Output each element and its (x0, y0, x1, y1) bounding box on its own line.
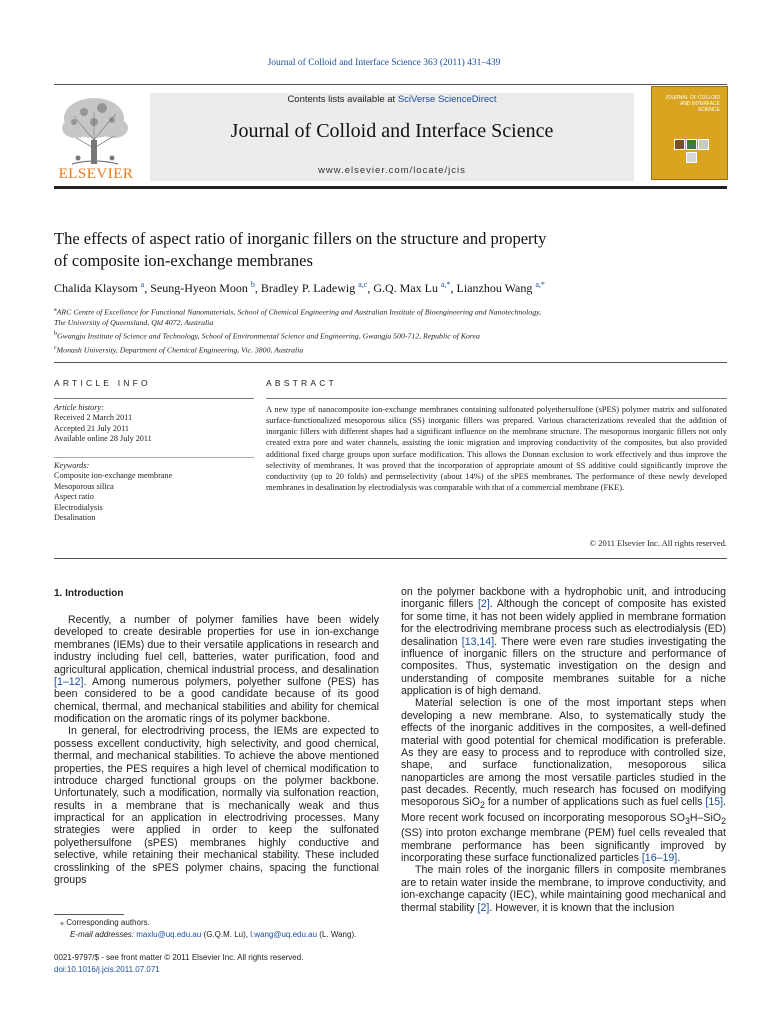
abstract-heading: ABSTRACT (266, 378, 337, 388)
email-link[interactable]: maxlu@uq.edu.au (136, 929, 202, 939)
body-paragraph: on the polymer backbone with a hydrophobic unit, and introducing inorganic fillers [2]. Although the concept of composite has existed for some time, it has not been widely applied in membrane formation for the electrodriving membrane process such as electrodialysis (ED) desalination [13,14]. There were even rare studies investigating the influence of inorganic fillers on the structure and performance of composites. Thus, systematic investigation on the design and understanding of composite membranes suitable for a niche application is of high demand. (401, 586, 726, 697)
journal-reference-link[interactable]: Journal of Colloid and Interface Science 363 (2011) 431–439 (267, 58, 501, 68)
affiliation-line: $^b$Gwangju Institute of Science and Technology, School of Environmental Science and Engineering, Gwangju 500-712, Republic of Korea (54, 331, 480, 341)
author-affiliation-marker[interactable]: a,* (440, 280, 451, 289)
body-paragraph: The main roles of the inorganic fillers in composite membranes are to retain water inside the membrane, to improve conductivity, and ion-exchange capacity (IEC), while maintaining good mechanical and thermal stability [2]. However, it is known that the inclusion (401, 864, 726, 914)
article-info-divider-top (54, 362, 727, 363)
cover-figure-thumb (698, 139, 709, 150)
article-info-divider (54, 398, 254, 399)
body-column-left (54, 614, 379, 886)
cover-title: JOURNAL OF COLLOID AND INTERFACE SCIENCE (665, 95, 720, 113)
footnotes (54, 917, 384, 940)
doi-link[interactable]: doi:10.1016/j.jcis.2011.07.071 (54, 964, 160, 974)
affiliation-line: $^c$Monash University, Department of Chemical Engineering, Vic. 3800, Australia (54, 344, 304, 355)
history-date: Available online 28 July 2011 (54, 434, 152, 444)
affiliation-line: $^a$ARC Centre of Excellence for Functional Nanomaterials, School of Chemical Engineering and Australian Institute of Bioengineering and Nanotechnology, (54, 307, 542, 317)
author-name: Lianzhou Wang (456, 281, 533, 295)
author-name: Bradley P. Ladewig (260, 281, 356, 295)
corresponding-author-note: ⁎ Corresponding authors. (60, 918, 150, 927)
section-heading-introduction: 1. Introduction (54, 588, 124, 599)
elsevier-wordmark: ELSEVIER (58, 166, 134, 182)
author-list: Chalida Klaysom $^a$, Seung-Hyeon Moon $^b$, Bradley P. Ladewig $^{a,c}$, G.Q. Max Lu $^{a,*}$, Lianzhou Wang $^{a,*}$ (54, 280, 545, 295)
keywords: Keywords: Composite ion-exchange membrane Mesoporous silica Aspect ratio Electrodialysis Desalination (54, 461, 254, 523)
keyword: Electrodialysis (54, 502, 103, 512)
article-info-divider-mid (54, 457, 254, 458)
affiliations (54, 305, 734, 356)
email-addresses: E-mail addresses: maxlu@uq.edu.au (G.Q.M. Lu), l.wang@uq.edu.au (L. Wang). (70, 929, 357, 939)
citation-link[interactable]: [16–19] (641, 852, 678, 865)
header-divider-top (54, 84, 727, 85)
sciencedirect-link[interactable]: SciVerse ScienceDirect (397, 94, 497, 105)
author-name: Chalida Klaysom (54, 281, 138, 295)
email-link[interactable]: l.wang@uq.edu.au (250, 929, 318, 939)
author-affiliation-marker[interactable]: a,* (535, 280, 545, 289)
keyword: Mesoporous silica (54, 481, 114, 491)
header-divider-bottom (54, 186, 727, 189)
footnote-divider (54, 914, 124, 915)
abstract-divider (266, 398, 727, 399)
journal-homepage-link[interactable]: www.elsevier.com/locate/jcis (318, 165, 466, 176)
citation-link[interactable]: [15] (705, 796, 724, 809)
keyword: Composite ion-exchange membrane (54, 471, 173, 481)
article-title: The effects of aspect ratio of inorganic fillers on the structure and property of composite ion-exchange membranes (54, 229, 547, 270)
author-affiliation-marker[interactable]: a,c (358, 280, 368, 289)
keyword: Aspect ratio (54, 492, 94, 502)
body-column-right (401, 586, 726, 914)
citation-link[interactable]: [13,14] (461, 635, 495, 648)
history-date: Accepted 21 July 2011 (54, 423, 129, 433)
abstract-text: A new type of nanocomposite ion-exchange membranes containing sulfonated polyethersulfone (sPES) polymer matrix and sulfonated surface-functionalized mesoporous silica (SS) inorganic fillers was prepared. Various characterizations revealed that the addition of inorganic fillers with different shapes had a significant influence on the membrane structure. The mesoporous inorganic fillers not only created extra pore and water channels, assisting the ionic migration and improving conductivity of the composites, but also provided additional fixed charge groups upon surface modification. This allows the Donnan exclusion to work effectively and thus improve the selectivity of membranes. It was proved that the incorporation of appropriate amount of SS additive could significantly improve the conductivity (up to 20 folds) and permselectivity (about 14%) of the sPES membranes. The performance of these newly developed membranes in desalination by electrodialysis was comparable with that of a commercial membrane (FKE). (266, 405, 727, 493)
copyright-notice: © 2011 Elsevier Inc. All rights reserved. (589, 538, 727, 548)
cover-figure-thumb (686, 139, 697, 150)
author-affiliation-marker[interactable]: b (250, 280, 255, 289)
body-paragraph: In general, for electrodriving process, the IEMs are expected to possess excellent conductivity, high selectivity, and good chemical, thermal, and mechanical stabilities. To achieve the above mentioned properties, the PES requires a high level of chemical modification to introduce charged functional groups on the polymer backbone. Unfortunately, such a modification, normally via sulfonation reaction, results in a membrane that is mechanically weak and thus impractical for an application in electrodriving processes. Many strategies were applied in order to keep the sulfonated polyethersulfone (sPES) membranes highly conductive and selective, while retaining their mechanical stability. These included crosslinking of the sPES polymer chains, spacing the functional groups (54, 725, 379, 886)
cover-figure-thumb (686, 152, 697, 163)
author-name: Seung-Hyeon Moon (150, 281, 248, 295)
contents-availability-line: Contents lists available at SciVerse ScienceDirect (287, 94, 497, 105)
author-name: G.Q. Max Lu (373, 281, 438, 295)
author-affiliation-marker[interactable]: a (140, 280, 145, 289)
journal-cover-image (651, 86, 728, 180)
issn-line: 0021-9797/$ - see front matter © 2011 Elsevier Inc. All rights reserved. (54, 953, 304, 962)
body-paragraph: Material selection is one of the most important steps when developing a new membrane. Also, to systematically study the effects of the inorganic additives in the composites, a well-defined material with good potential for chemical modification is preferable. As they are easy to process and to reproduce with controlled size, shape, and surface functionalization, mesoporous silica nanoparticles are among the most versatile particles studied in the past decades. Recently, much research has focused on modifying mesoporous SiO$_2$ for a number of applications such as fuel cells [15]. More recent work focused on incorporating mesoporous $SO_3H-SiO_2$ (SS) into proton exchange membrane (PEM) fuel cells revealed that membrane performance has been significantly improved by incorporating these surface functionalized particles [16–19]. (401, 697, 726, 865)
body-paragraph: Recently, a number of polymer families have been widely developed to create desirable properties for use in ion-exchange membranes (IEMs) due to their versatile applications in research and industry including fuel cell, batteries, water purification, food and agricultural application, chemical industrial process, and desalination [1–12]. Among numerous polymers, polyether sulfone (PES) has been considered to be a good candidate because of its good chemical, thermal, and mechanical stabilities and ability for chemical modification on the aromatic rings of its polymer backbone. (54, 614, 379, 725)
citation-link[interactable]: [1–12] (54, 675, 84, 688)
affiliation-line: The University of Queensland, Qld 4072, Australia (54, 318, 214, 328)
journal-title: Journal of Colloid and Interface Science (230, 120, 554, 142)
keyword: Desalination (54, 513, 96, 523)
cover-figure-thumb (674, 139, 685, 150)
article-history: Article history: Received 2 March 2011 Accepted 21 July 2011 Available online 28 July 2011 (54, 403, 254, 445)
article-info-divider-bottom (54, 558, 727, 559)
citation-link[interactable]: [2] (477, 598, 490, 611)
article-info-heading: ARTICLE INFO (54, 378, 151, 388)
citation-link[interactable]: [2] (477, 901, 490, 914)
front-matter (54, 952, 384, 975)
history-date: Received 2 March 2011 (54, 413, 133, 423)
